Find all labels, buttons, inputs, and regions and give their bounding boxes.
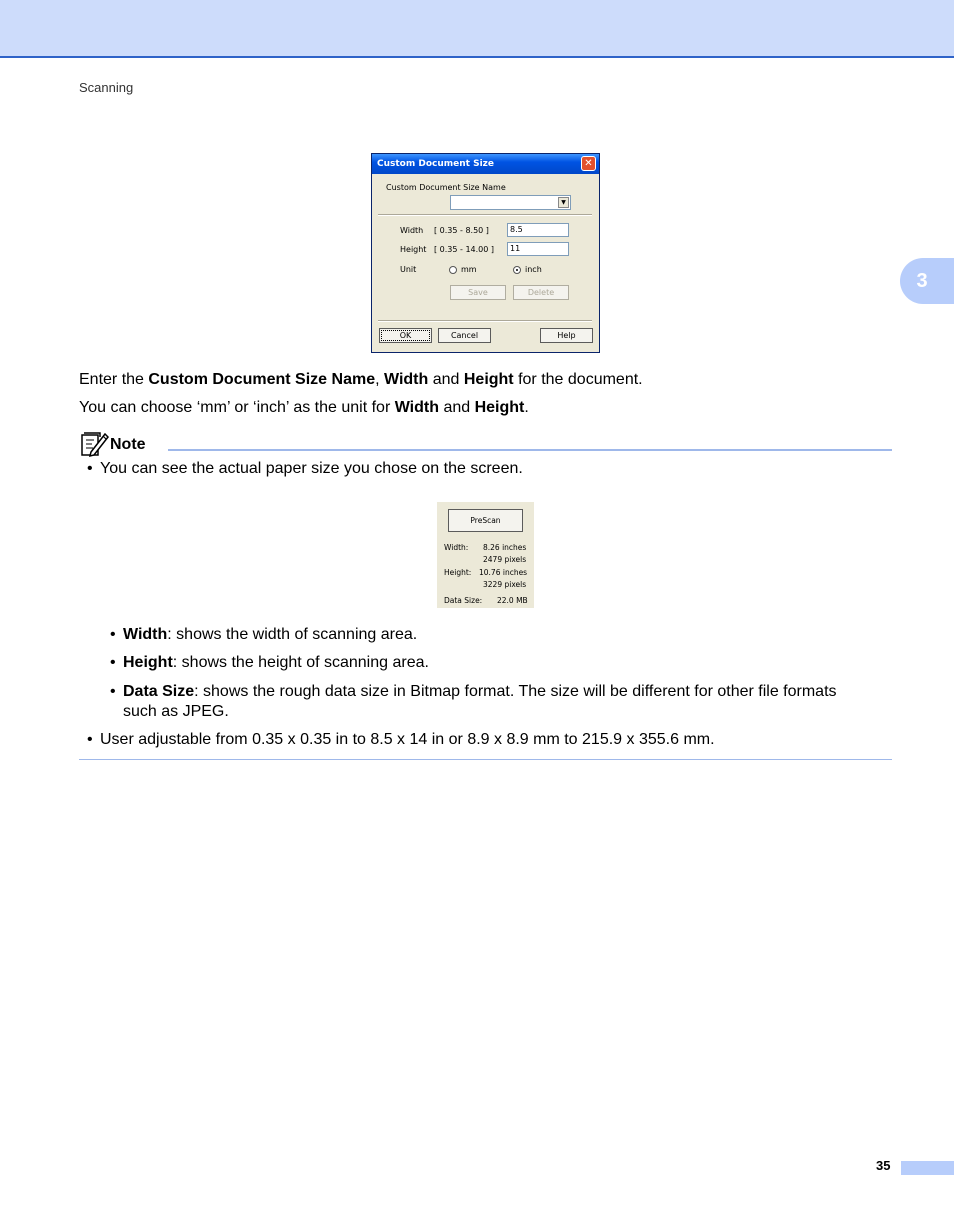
dialog-title: Custom Document Size [377, 159, 494, 169]
height-pixels: 3229 pixels [483, 580, 527, 589]
width-input[interactable]: 8.5 [507, 223, 569, 237]
term-height: Height [474, 399, 525, 416]
term: Height [123, 654, 173, 671]
term: Data Size [123, 683, 195, 700]
bullet-text: : shows the width of scanning area. [167, 626, 418, 643]
unit-label: Unit [400, 265, 417, 274]
height-input[interactable]: 11 [507, 242, 569, 256]
bullet-text: User adjustable from 0.35 x 0.35 in to 8.5 x 14 in or 8.9 x 8.9 mm to 215.9 x 355.6 mm. [100, 731, 715, 748]
chapter-tab: 3 [900, 258, 954, 304]
divider [378, 320, 592, 322]
page-number-bar [901, 1161, 954, 1175]
note-divider [168, 449, 892, 451]
section-title: Scanning [79, 80, 134, 95]
text: and [428, 371, 464, 388]
divider [378, 214, 592, 216]
bullet-dot: • [87, 460, 93, 477]
width-range: [ 0.35 - 8.50 ] [434, 226, 489, 235]
bullet-dot: • [110, 654, 116, 671]
close-icon[interactable]: ✕ [581, 156, 596, 171]
size-name-combobox[interactable] [450, 195, 571, 210]
note-pencil-icon [79, 430, 109, 458]
term: Width [123, 626, 168, 643]
text: You can choose ‘mm’ or ‘inch’ as the unit for [79, 399, 395, 416]
bullet-text-continued: such as JPEG. [123, 703, 229, 720]
unit-mm-radio[interactable] [449, 266, 457, 274]
prescan-panel [437, 502, 534, 608]
help-button[interactable]: Help [540, 328, 593, 343]
header-band [0, 0, 954, 58]
term-width: Width [394, 399, 439, 416]
ok-button[interactable]: OK [379, 328, 432, 343]
unit-mm-label: mm [461, 265, 477, 274]
bullet-text: You can see the actual paper size you chose on the screen. [100, 460, 523, 477]
save-button[interactable]: Save [450, 285, 506, 300]
height-inches: 10.76 inches [479, 568, 528, 577]
delete-button[interactable]: Delete [513, 285, 569, 300]
bullet-dot: • [110, 626, 116, 643]
data-size-label: Data Size: [444, 596, 483, 605]
bullet-text: : shows the rough data size in Bitmap format. The size will be different for other file formats [194, 683, 837, 700]
cancel-button[interactable]: Cancel [438, 328, 491, 343]
note-label: Note [110, 436, 146, 453]
bullet-dot: • [87, 731, 93, 748]
height-range: [ 0.35 - 14.00 ] [434, 245, 495, 254]
unit-paragraph [79, 398, 529, 418]
note-end-divider [79, 759, 892, 760]
term-width: Width [383, 371, 429, 388]
size-name-label: Custom Document Size Name [386, 183, 506, 192]
width-inches: 8.26 inches [483, 543, 527, 552]
text: and [439, 399, 475, 416]
chevron-down-icon[interactable]: ▼ [558, 197, 569, 208]
text: , [375, 371, 384, 388]
width-pixels: 2479 pixels [483, 555, 527, 564]
data-size-value: 22.0 MB [497, 596, 528, 605]
term-height: Height [463, 371, 514, 388]
custom-document-size-dialog [371, 153, 600, 353]
unit-inch-radio[interactable] [513, 266, 521, 274]
page-number: 35 [876, 1158, 891, 1173]
text: for the document. [513, 371, 643, 388]
instruction-paragraph [79, 370, 643, 390]
unit-inch-label: inch [525, 265, 542, 274]
height-label: Height: [444, 568, 472, 577]
prescan-button[interactable]: PreScan [448, 509, 523, 532]
dialog-titlebar [372, 154, 599, 174]
height-label: Height [400, 245, 427, 254]
width-label: Width [400, 226, 424, 235]
text: . [524, 399, 529, 416]
bullet-dot: • [110, 683, 116, 700]
bullet-text: : shows the height of scanning area. [172, 654, 429, 671]
term-size-name: Custom Document Size Name [148, 371, 376, 388]
text: Enter the [79, 371, 149, 388]
width-label: Width: [444, 543, 469, 552]
